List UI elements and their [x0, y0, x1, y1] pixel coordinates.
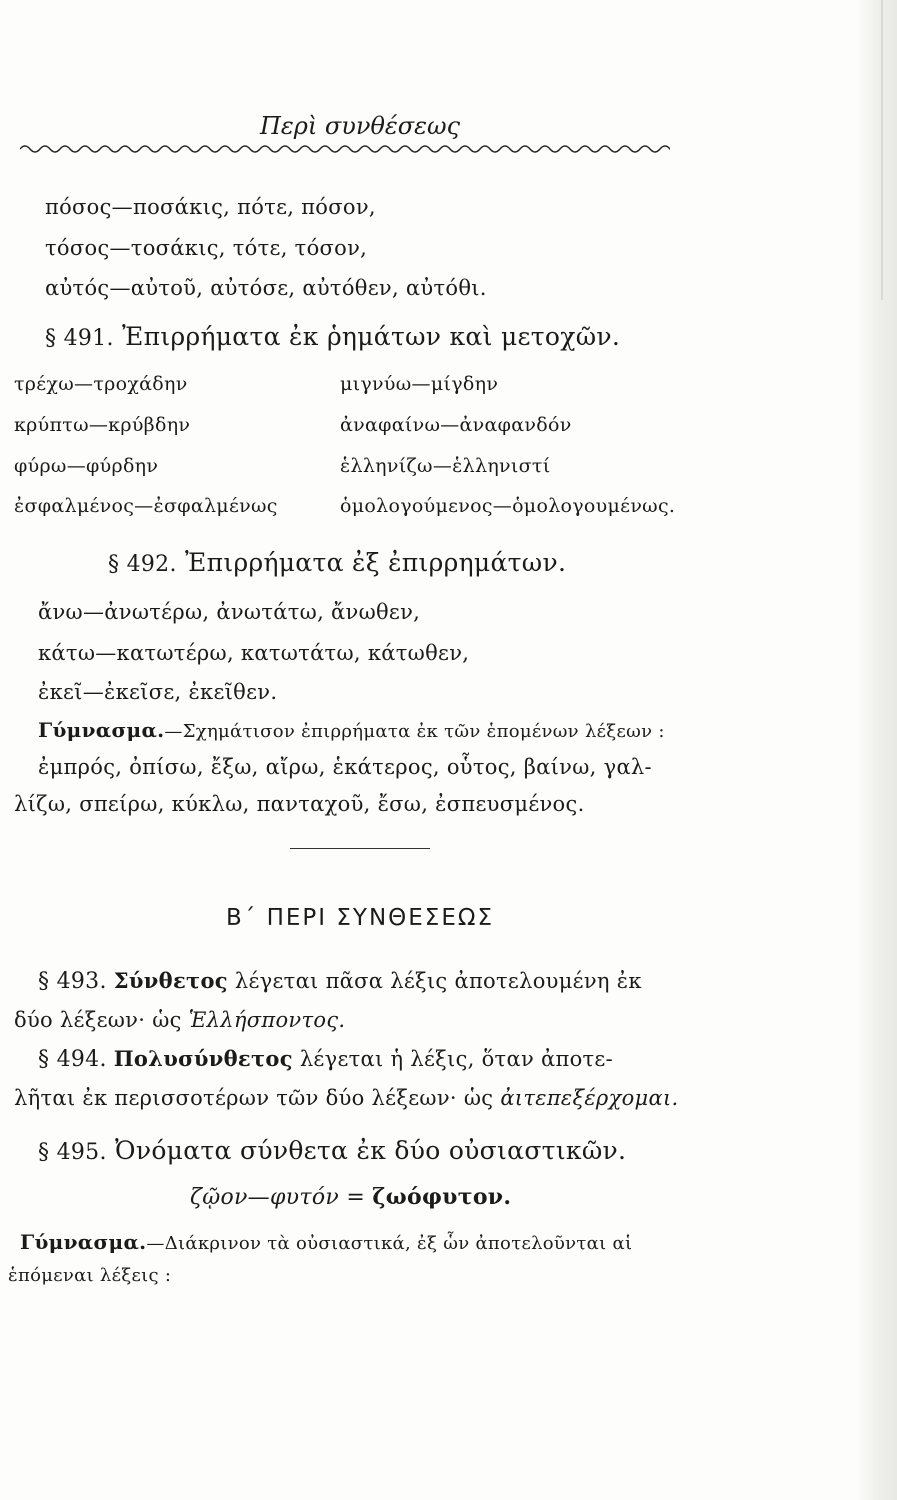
example-word: Ἑλλήσποντος.: [188, 1008, 346, 1032]
intro-line-1: πόσος—ποσάκις, πότε, πόσον,: [45, 195, 376, 219]
section-text: λῆται ἐκ περισσοτέρων τῶν δύο λέξεων· ὡς: [14, 1086, 494, 1110]
list-item: μιγνύω—μίγδην: [340, 373, 499, 395]
section-493-line-2: [14, 1008, 345, 1032]
section-495-example: [190, 1184, 511, 1210]
equals-sign: =: [346, 1185, 366, 1210]
section-divider: [290, 848, 430, 849]
exercise-label: Γύμνασμα.: [38, 718, 165, 742]
example-result: ζωόφυτον.: [372, 1184, 512, 1210]
exercise-text: —Σχημάτισον ἐπιρρήματα ἐκ τῶν ἑπομένων λέξεων :: [164, 721, 665, 742]
list-item: ὁμολογούμενος—ὁμολογουμένως.: [340, 495, 676, 517]
section-text: λέγεται πᾶσα λέξις ἀποτελουμένη ἐκ: [234, 969, 642, 993]
intro-line-2: τόσος—τοσάκις, τότε, τόσον,: [45, 236, 368, 260]
list-item: ἀναφαίνω—ἀναφανδόν: [340, 414, 572, 436]
list-item: φύρω—φύρδην: [14, 455, 159, 477]
exercise-2: [20, 1230, 632, 1254]
section-495-heading: [38, 1136, 626, 1165]
section-b-title: Β΄ ΠΕΡΙ ΣΥΝΘΕΣΕΩΣ: [226, 905, 494, 931]
section-number: § 494.: [38, 1047, 107, 1072]
section-493: [38, 968, 642, 994]
list-item: κρύπτω—κρύβδην: [14, 414, 191, 436]
section-494: [38, 1046, 613, 1072]
section-term: Σύνθετος: [113, 968, 228, 993]
section-number: § 492.: [108, 552, 177, 577]
exercise-line-3: λίζω, σπείρω, κύκλω, πανταχοῦ, ἔσω, ἐσπευσμένος.: [14, 792, 585, 816]
exercise-line-2: ἐμπρός, ὀπίσω, ἔξω, αἴρω, ἑκάτερος, οὗτος, βαίνω, γαλ-: [38, 755, 652, 779]
running-head: Περὶ συνθέσεως: [259, 112, 461, 140]
section-text: λέγεται ἡ λέξις, ὅταν ἀποτε-: [299, 1047, 613, 1071]
section-text: δύο λέξεων· ὡς: [14, 1008, 182, 1032]
section-494-line-2: [14, 1086, 678, 1110]
example-word: ἀιτεπεξέρχομαι.: [500, 1086, 679, 1110]
section-number: § 491.: [45, 326, 114, 351]
section-number: § 493.: [38, 969, 107, 994]
section-491-heading: [45, 322, 620, 351]
section-title: Ἐπιρρήματα ἐξ ἐπιρρημάτων.: [185, 548, 567, 577]
exercise-1: [38, 718, 665, 742]
page-edge-shadow: [857, 0, 897, 1500]
list-item: ἐσφαλμένος—ἐσφαλμένως: [14, 495, 278, 517]
section-term: Πολυσύνθετος: [113, 1046, 293, 1071]
list-item: κάτω—κατωτέρω, κατωτάτω, κάτωθεν,: [38, 641, 470, 665]
intro-line-3: αὐτός—αὐτοῦ, αὐτόσε, αὐτόθεν, αὐτόθι.: [45, 276, 487, 300]
list-item: ἑλληνίζω—ἑλληνιστί: [340, 455, 551, 477]
example-pair: ζῷον—φυτόν: [190, 1185, 340, 1210]
list-item: ἐκεῖ—ἐκεῖσε, ἐκεῖθεν.: [38, 680, 278, 704]
section-492-heading: [108, 548, 566, 577]
wavy-rule: [20, 140, 670, 158]
list-item: τρέχω—τροχάδην: [14, 373, 188, 395]
list-item: ἄνω—ἀνωτέρω, ἀνωτάτω, ἄνωθεν,: [38, 600, 421, 624]
section-title: Ἐπιρρήματα ἐκ ῥημάτων καὶ μετοχῶν.: [122, 322, 621, 351]
section-title: Ὀνόματα σύνθετα ἐκ δύο οὐσιαστικῶν.: [115, 1136, 627, 1165]
exercise-text: —Διάκρινον τὰ οὐσιαστικά, ἐξ ὧν ἀποτελοῦνται αἱ: [146, 1233, 633, 1254]
exercise-line-2: ἑπόμεναι λέξεις :: [8, 1265, 172, 1286]
section-number: § 495.: [38, 1140, 107, 1165]
exercise-label: Γύμνασμα.: [20, 1230, 147, 1254]
